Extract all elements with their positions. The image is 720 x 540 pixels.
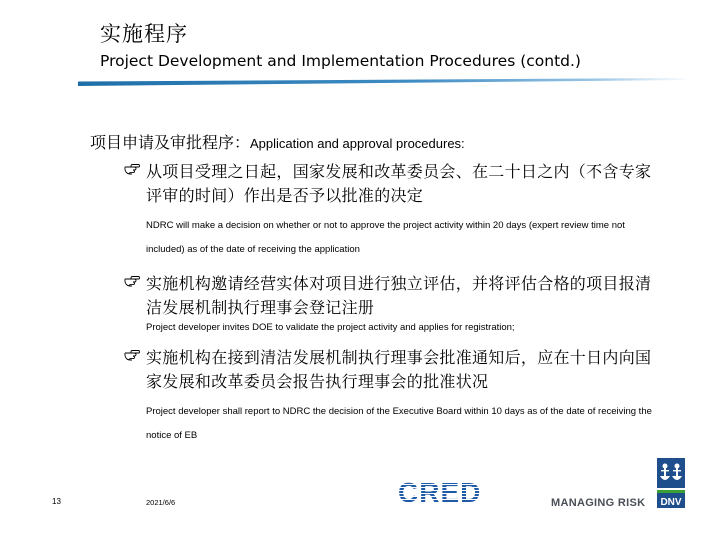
bullet-text-english: Project developer shall report to NDRC the decision of the Executive Board within 10 days as of the date of receiving the notice of EB [146, 406, 652, 441]
bullet-text-chinese: 实施机构邀请经营实体对项目进行独立评估，并将评估合格的项目报清洁发展机制执行理事会登记注册 [146, 274, 652, 317]
pointing-hand-icon [124, 275, 140, 289]
slide-title-chinese: 实施程序 [100, 22, 188, 46]
bullet-text-chinese: 从项目受理之日起，国家发展和改革委员会、在二十日之内（不含专家评审的时间）作出是否予以批准的决定 [146, 162, 652, 205]
managing-risk-tagline: MANAGING RISK [551, 497, 646, 509]
pointing-hand-icon [124, 349, 140, 363]
slide-title-english: Project Development and Implementation Procedures (contd.) [100, 52, 581, 70]
dnv-logo [654, 456, 688, 512]
header-divider [78, 76, 690, 86]
bullet-item [124, 346, 664, 448]
section-heading-chinese: 项目申请及审批程序： [90, 133, 251, 152]
section-heading [90, 130, 465, 153]
footer-date: 2021/6/6 [146, 498, 176, 507]
bullet-text-english: Project developer invites DOE to validate the project activity and applies for registration; [146, 322, 515, 333]
bullet-item [124, 160, 664, 262]
bullet-text-english: NDRC will make a decision on whether or not to approve the project activity within 20 days (expert review time not included) as of the date of receiving the application [146, 220, 625, 255]
section-heading-english: Application and approval procedures: [250, 136, 465, 151]
bullet-text-chinese: 实施机构在接到清洁发展机制执行理事会批准通知后，应在十日内向国家发展和改革委员会报告执行理事会的批准状况 [146, 348, 652, 391]
cred-logo [396, 476, 488, 508]
pointing-hand-icon [124, 163, 140, 177]
page-number: 13 [52, 497, 61, 506]
dnv-logo-text: DNV [660, 497, 682, 508]
cred-logo-text: CRED [398, 477, 482, 508]
bullet-item [124, 272, 664, 336]
